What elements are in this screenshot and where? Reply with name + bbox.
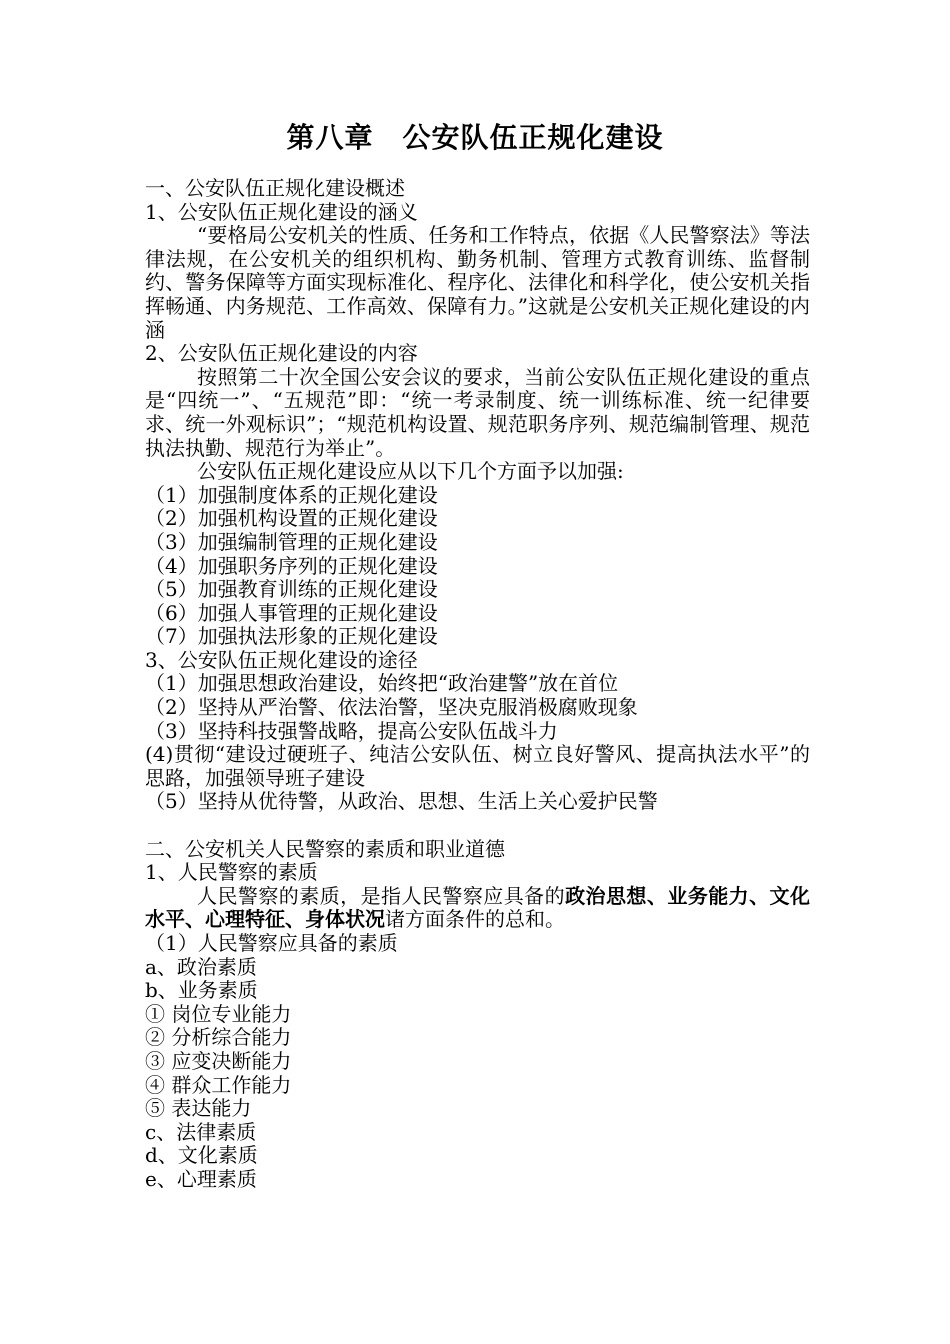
subsection-heading: 1、人民警察的素质 [145, 860, 318, 885]
list-item: ⑤ 表达能力 [145, 1096, 252, 1121]
list-item: ① 岗位专业能力 [145, 1001, 292, 1026]
list-item: （1）加强思想政治建设，始终把“政治建警”放在首位 [145, 671, 619, 696]
list-item: （2）加强机构设置的正规化建设 [145, 506, 438, 531]
section-heading: 一、公安队伍正规化建设概述 [145, 176, 405, 200]
paragraph: 按照第二十次全国公安会议的要求，当前公安队伍正规化建设的重点是“四统一”、“五规范”即：“统一考录制度、统一训练标准、统一纪律要求、统一外观标识”；“规范机构设置、规范职务序列、规范编制管理、规范执法执勤、规范行为举止”。 [145, 364, 810, 460]
list-item: （1）人民警察应具备的素质 [145, 931, 398, 955]
list-item: （5）加强教育训练的正规化建设 [145, 577, 438, 602]
list-item: （5）坚持从优待警，从政治、思想、生活上关心爱护民警 [145, 789, 658, 814]
list-item: a、政治素质 [145, 954, 257, 979]
list-item: e、心理素质 [145, 1166, 257, 1191]
list-item: （6）加强人事管理的正规化建设 [145, 600, 438, 625]
list-item: c、法律素质 [145, 1119, 257, 1144]
subsection-heading: 1、公安队伍正规化建设的涵义 [145, 199, 418, 224]
paragraph-text: 人民警察的素质，是指人民警察应具备的 [197, 883, 566, 908]
list-item: ④ 群众工作能力 [145, 1072, 292, 1097]
paragraph [145, 885, 810, 932]
list-item: （1）加强制度体系的正规化建设 [145, 482, 438, 507]
paragraph: 公安队伍正规化建设应从以下几个方面予以加强: [197, 459, 624, 484]
blank-line [145, 814, 810, 838]
paragraph-text: 诸方面条件的总和。 [385, 907, 565, 932]
list-item: （7）加强执法形象的正规化建设 [145, 624, 438, 649]
list-item: d、文化素质 [145, 1143, 258, 1168]
subsection-heading: 3、公安队伍正规化建设的途径 [145, 647, 418, 672]
page-title: 第八章 公安队伍正规化建设 [286, 121, 664, 154]
list-item: b、业务素质 [145, 978, 258, 1003]
list-item: （2）坚持从严治警、依法治警，坚决克服消极腐败现象 [145, 695, 638, 720]
section-heading: 二、公安机关人民警察的素质和职业道德 [145, 836, 505, 861]
subsection-heading: 2、公安队伍正规化建设的内容 [145, 341, 418, 366]
list-item: ② 分析综合能力 [145, 1025, 292, 1050]
list-item: （3）加强编制管理的正规化建设 [145, 529, 438, 554]
document-body [145, 177, 810, 1192]
list-item: （4）加强职务序列的正规化建设 [145, 553, 438, 578]
list-item: (4)贯彻“建设过硬班子、纯洁公安队伍、树立良好警风、提高执法水平”的思路，加强领导班子建设 [145, 742, 810, 790]
list-item: ③ 应变决断能力 [145, 1048, 292, 1073]
paragraph: “要格局公安机关的性质、任务和工作特点，依据《人民警察法》等法律法规，在公安机关的组织机构、勤务机制、管理方式教育训练、监督制约、警务保障等方面实现标准化、程序化、法律化和科学化，使公安机关指挥畅通、内务规范、工作高效、保障有力。”这就是公安机关正规化建设的内涵 [145, 223, 810, 342]
list-item: （3）坚持科技强警战略，提高公安队伍战斗力 [145, 718, 558, 743]
bold-text: 政治思想、业务能力、文化水平、心理特征、身体状况 [145, 883, 811, 932]
